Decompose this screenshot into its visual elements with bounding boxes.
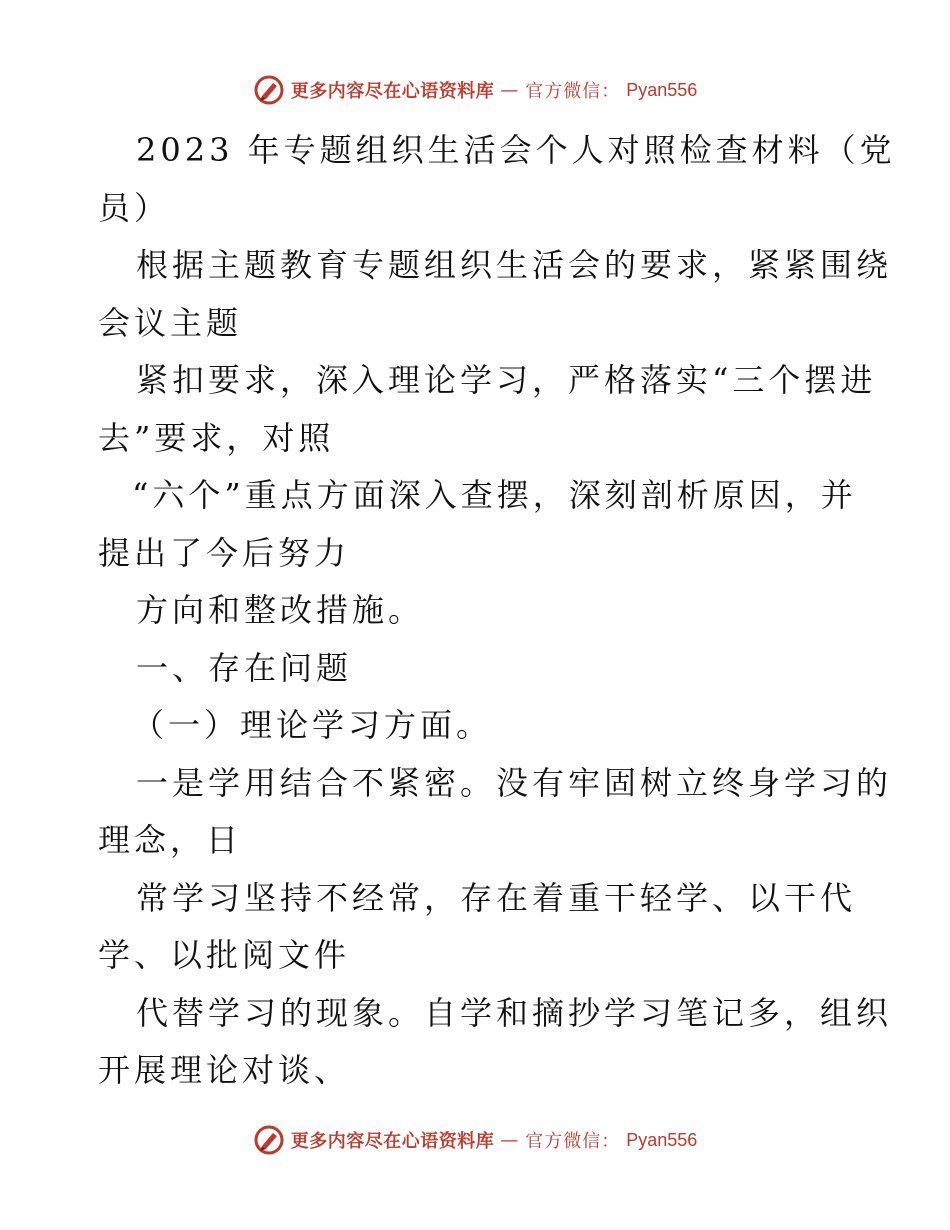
text-line: 一、存在问题 — [136, 648, 353, 687]
text-line: 常学习坚持不经常，存在着重干轻学、以干代 — [136, 878, 857, 917]
paragraph-six-aspects — [98, 467, 858, 582]
text-line: 紧扣要求，深入理论学习，严格落实“三个摆进 — [136, 361, 877, 399]
watermark-handle: Pyan556 — [626, 79, 698, 100]
watermark-separator: — — [500, 79, 520, 101]
section-heading-problems — [98, 640, 858, 698]
text-line: 理念，日 — [98, 821, 243, 859]
watermark-official-label: 官方微信： — [525, 1131, 621, 1152]
text-line: 会议主题 — [98, 303, 243, 342]
watermark-site-text: 更多内容尽在心语资料库 — [290, 81, 495, 102]
title-line-1: 2023 年专题组织生活会个人对照检查材料（党 — [136, 131, 896, 169]
text-line: 去”要求，对照 — [98, 418, 335, 457]
text-line: 根据主题教育专题组织生活会的要求，紧紧围绕 — [136, 246, 893, 284]
text-line: 方向和整改措施。 — [136, 591, 425, 629]
paragraph-direction — [98, 582, 858, 640]
text-line: （一）理论学习方面。 — [132, 706, 493, 744]
text-line: 开展理论对谈、 — [98, 1051, 351, 1089]
pen-logo-icon — [253, 1124, 285, 1156]
text-line: 一是学用结合不紧密。没有牢固树立终身学习的 — [136, 763, 893, 802]
watermark-header — [0, 70, 950, 110]
paragraph-daily-study — [98, 870, 858, 985]
text-line: “六个”重点方面深入查摆，深刻剖析原因，并 — [132, 476, 857, 514]
watermark-separator: — — [500, 1129, 520, 1151]
pen-logo-icon — [253, 74, 285, 106]
document-body — [98, 122, 896, 1100]
text-line: 代替学习的现象。自学和摘抄学习笔记多，组织 — [136, 993, 893, 1032]
text-line: 学、以批阅文件 — [98, 936, 351, 974]
document-title — [98, 122, 896, 237]
paragraph-intro — [98, 237, 893, 352]
text-line: 提出了今后努力 — [98, 533, 351, 572]
subsection-heading-theory — [98, 697, 858, 755]
paragraph-requirements — [98, 352, 877, 467]
watermark-footer — [0, 1120, 950, 1160]
paragraph-point-one — [98, 755, 893, 870]
watermark-handle: Pyan556 — [626, 1129, 698, 1150]
paragraph-replace-study — [98, 985, 893, 1100]
watermark-site-text: 更多内容尽在心语资料库 — [290, 1131, 495, 1152]
title-line-2: 员） — [98, 188, 171, 227]
watermark-official-label: 官方微信： — [525, 81, 621, 102]
